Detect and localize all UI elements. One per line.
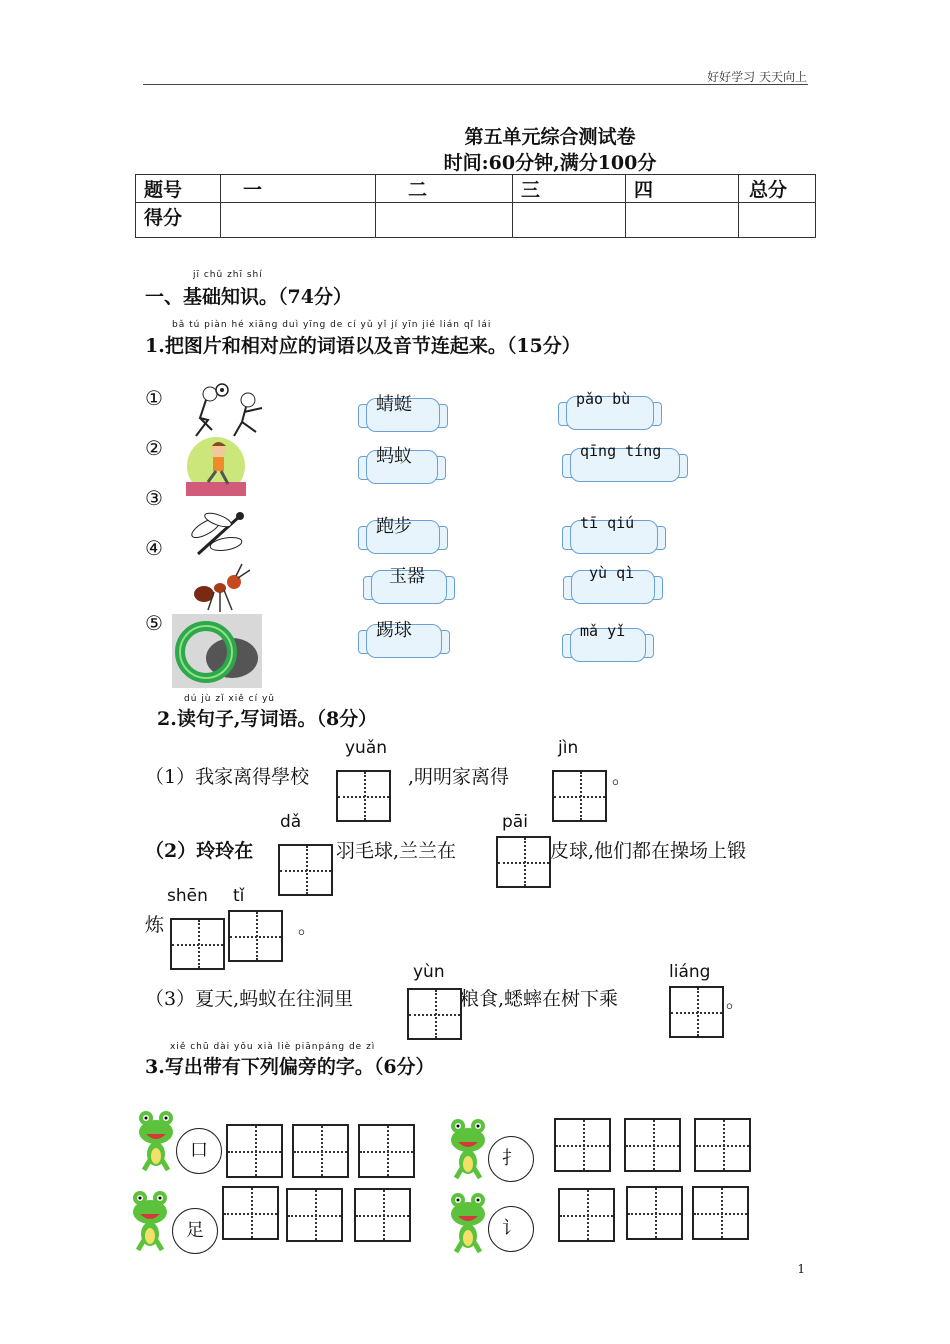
sentence-3-start: （3）夏天,蚂蚁在往洞里 bbox=[145, 988, 354, 1010]
frog-icon bbox=[136, 1110, 176, 1174]
q2-pinyin: dú jù zǐ xiě cí yǔ bbox=[184, 694, 275, 704]
q3-heading: 3.写出带有下列偏旁的字。（6分） bbox=[145, 1056, 435, 1078]
sentence-2b-end: 。 bbox=[298, 916, 318, 938]
syllable-label: mǎ yǐ bbox=[580, 622, 626, 640]
sentence-3-end: 。 bbox=[726, 990, 746, 1012]
page-subtitle: 时间:60分钟,满分100分 bbox=[443, 152, 657, 174]
syllable-label: yù qì bbox=[589, 564, 635, 582]
sentence-2-start: （2）玲玲在 bbox=[145, 840, 254, 862]
writing-grid[interactable] bbox=[554, 1118, 611, 1172]
item-number: ② bbox=[145, 436, 163, 460]
pinyin-hint: pāi bbox=[502, 812, 528, 832]
frog-icon bbox=[448, 1192, 488, 1256]
pinyin-hint: shēn bbox=[167, 886, 208, 906]
pinyin-hint: yuǎn bbox=[345, 738, 388, 758]
writing-grid[interactable] bbox=[558, 1188, 615, 1242]
q1-heading: 1.把图片和相对应的词语以及音节连起来。（15分） bbox=[145, 335, 581, 357]
header-divider bbox=[143, 84, 808, 85]
writing-grid[interactable] bbox=[496, 836, 551, 888]
sentence-3-mid: 粮食,蟋蟀在树下乘 bbox=[460, 988, 619, 1010]
word-label: 蜻蜓 bbox=[376, 394, 412, 415]
syllable-candy[interactable] bbox=[562, 442, 688, 482]
writing-grid[interactable] bbox=[354, 1188, 411, 1242]
radical-circle: 扌 bbox=[488, 1136, 534, 1182]
score-header-cell: 四 bbox=[626, 175, 739, 203]
writing-grid[interactable] bbox=[278, 844, 333, 896]
pinyin-hint: jìn bbox=[558, 738, 579, 758]
writing-grid[interactable] bbox=[222, 1186, 279, 1240]
score-header-cell: 题号 bbox=[136, 175, 221, 203]
writing-grid[interactable] bbox=[626, 1186, 683, 1240]
writing-grid[interactable] bbox=[624, 1118, 681, 1172]
frog-icon bbox=[448, 1118, 488, 1182]
pinyin-hint: yùn bbox=[413, 962, 445, 982]
score-header-cell: 二 bbox=[376, 175, 513, 203]
syllable-label: qīng tíng bbox=[580, 442, 662, 460]
word-candy[interactable] bbox=[363, 566, 455, 604]
writing-grid[interactable] bbox=[669, 986, 724, 1038]
score-input-cell[interactable] bbox=[221, 203, 376, 238]
radical-circle: 口 bbox=[176, 1128, 222, 1174]
writing-grid[interactable] bbox=[228, 910, 283, 962]
item-number: ③ bbox=[145, 486, 163, 510]
score-header-cell: 总分 bbox=[739, 175, 816, 203]
writing-grid[interactable] bbox=[286, 1188, 343, 1242]
page-title: 第五单元综合测试卷 bbox=[464, 126, 636, 148]
item-number: ④ bbox=[145, 536, 163, 560]
score-row-label: 得分 bbox=[136, 203, 221, 238]
pinyin-hint: liáng bbox=[669, 962, 711, 982]
score-input-cell[interactable] bbox=[513, 203, 626, 238]
q1-pinyin: bǎ tú piàn hé xiāng duì yīng de cí yǔ yǐ jí yīn jié lián qǐ lái bbox=[172, 320, 492, 330]
dragonfly-image bbox=[184, 506, 248, 560]
page-number: 1 bbox=[797, 1262, 805, 1276]
word-candy[interactable] bbox=[358, 446, 446, 484]
sentence-1-mid: ,明明家离得 bbox=[408, 766, 510, 788]
running-girl-image bbox=[186, 436, 246, 496]
item-number: ⑤ bbox=[145, 611, 163, 635]
score-table bbox=[135, 174, 816, 238]
writing-grid[interactable] bbox=[336, 770, 391, 822]
word-label: 蚂蚁 bbox=[376, 446, 412, 467]
word-label: 跑步 bbox=[376, 516, 412, 537]
writing-grid[interactable] bbox=[226, 1124, 283, 1178]
jade-bracelet-image bbox=[172, 614, 262, 688]
sentence-1-end: 。 bbox=[612, 766, 632, 788]
writing-grid[interactable] bbox=[692, 1186, 749, 1240]
word-candy[interactable] bbox=[358, 516, 448, 554]
word-candy[interactable] bbox=[358, 394, 448, 432]
word-label: 踢球 bbox=[376, 620, 412, 641]
header-motto: 好好学习 天天向上 bbox=[707, 70, 807, 84]
radical-circle: 足 bbox=[172, 1208, 218, 1254]
syllable-candy[interactable] bbox=[562, 514, 666, 554]
score-input-cell[interactable] bbox=[739, 203, 816, 238]
score-input-cell[interactable] bbox=[376, 203, 513, 238]
radical-circle: 讠 bbox=[488, 1206, 534, 1252]
syllable-candy[interactable] bbox=[562, 622, 654, 662]
syllable-candy[interactable] bbox=[558, 390, 662, 430]
sentence-2b-start: 炼 bbox=[145, 914, 165, 936]
ant-image bbox=[190, 560, 254, 614]
item-number: ① bbox=[145, 386, 163, 410]
sentence-2-end: 皮球,他们都在操场上锻 bbox=[550, 840, 747, 862]
score-header-cell: 三 bbox=[513, 175, 626, 203]
writing-grid[interactable] bbox=[170, 918, 225, 970]
section1-heading: 一、基础知识。（74分） bbox=[145, 286, 352, 308]
writing-grid[interactable] bbox=[694, 1118, 751, 1172]
section1-pinyin: jī chǔ zhī shí bbox=[193, 270, 263, 280]
sentence-1-start: （1）我家离得學校 bbox=[145, 766, 310, 788]
syllable-label: pǎo bù bbox=[576, 390, 631, 408]
soccer-kids-image bbox=[182, 380, 278, 440]
q2-heading: 2.读句子,写词语。（8分） bbox=[157, 708, 378, 730]
writing-grid[interactable] bbox=[292, 1124, 349, 1178]
frog-icon bbox=[130, 1190, 170, 1254]
word-candy[interactable] bbox=[358, 620, 450, 658]
score-input-cell[interactable] bbox=[626, 203, 739, 238]
writing-grid[interactable] bbox=[552, 770, 607, 822]
word-label: 玉器 bbox=[389, 566, 425, 587]
writing-grid[interactable] bbox=[407, 988, 462, 1040]
sentence-2-mid: 羽毛球,兰兰在 bbox=[336, 840, 457, 862]
writing-grid[interactable] bbox=[358, 1124, 415, 1178]
syllable-candy[interactable] bbox=[563, 564, 663, 604]
pinyin-hint: dǎ bbox=[280, 812, 302, 832]
q3-pinyin: xiě chū dài yǒu xià liè piānpáng de zì bbox=[170, 1042, 376, 1052]
pinyin-hint: tǐ bbox=[233, 886, 245, 906]
syllable-label: tī qiú bbox=[580, 514, 635, 532]
score-header-cell: 一 bbox=[221, 175, 376, 203]
